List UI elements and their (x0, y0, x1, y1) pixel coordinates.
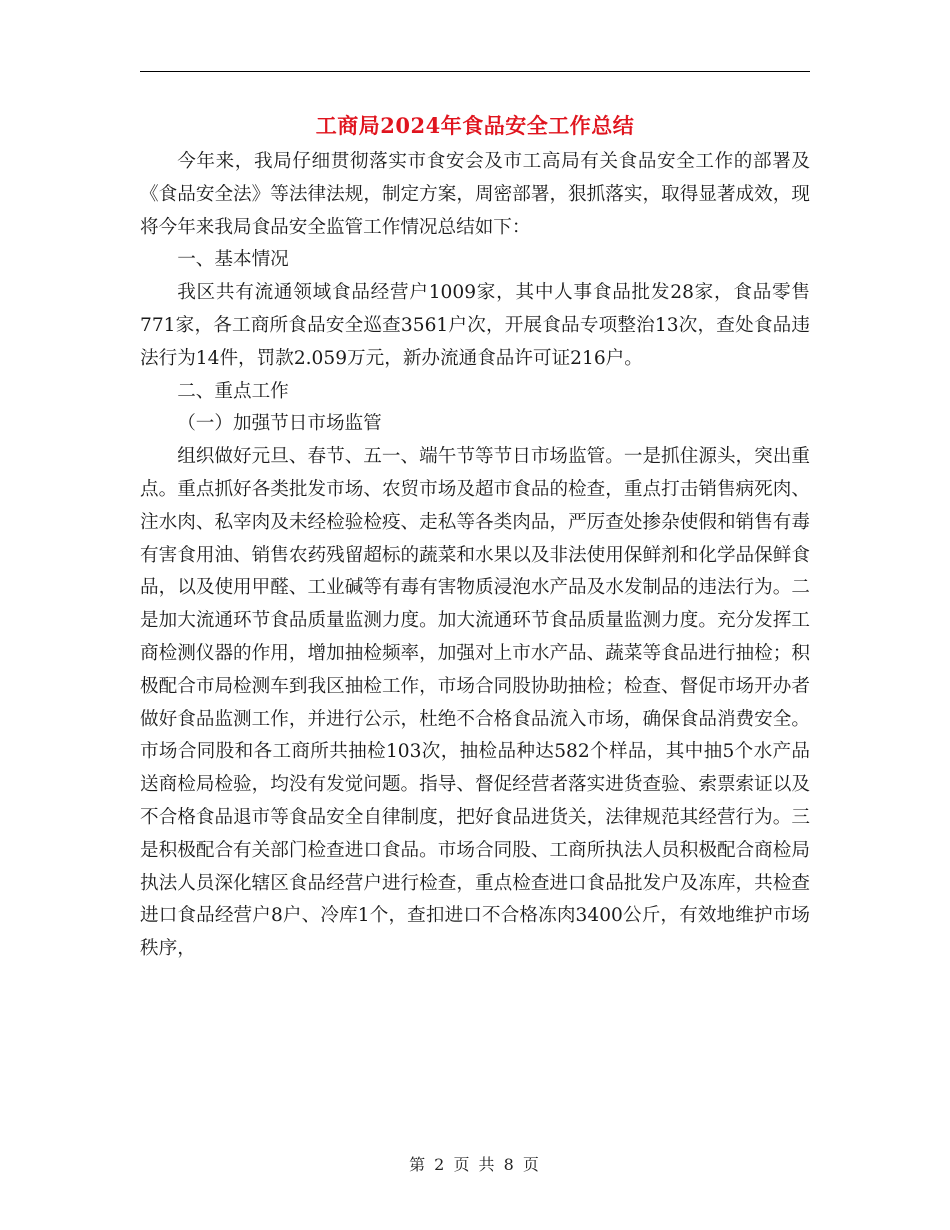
document-title: 工商局2024年食品安全工作总结 (315, 113, 635, 138)
document-body (140, 146, 810, 966)
subsection-heading-holiday: （一）加强节日市场监管 (177, 413, 382, 435)
section-heading-key-work: 二、重点工作 (177, 380, 289, 402)
page-number: 第 2 页 共 8 页 (409, 1155, 541, 1174)
holiday-supervision-paragraph: 组织做好元旦、春节、五一、端午节等节日市场监管。一是抓住源头，突出重点。重点抓好各类批发市场、农贸市场及超市食品的检查，重点打击销售病死肉、注水肉、私宰肉及未经检验检疫、走私等各类肉品，严厉查处掺杂使假和销售有毒有害食用油、销售农药残留超标的蔬菜和水果以及非法使用保鲜剂和化学品保鲜食品，以及使用甲醛、工业碱等有毒有害物质浸泡水产品及水发制品的违法行为。二是加大流通环节食品质量监测力度。加大流通环节食品质量监测力度。充分发挥工商检测仪器的作用，增加抽检频率，加强对上市水产品、蔬菜等食品进行抽检；积极配合市局检测车到我区抽检工作，市场合同股协助抽检；检查、督促市场开办者做好食品监测工作，并进行公示，杜绝不合格食品流入市场，确保食品消费安全。市场合同股和各工商所共抽检103次，抽检品种达582个样品，其中抽5个水产品送商检局检验，均没有发觉问题。指导、督促经营者落实进货查验、索票索证以及不合格食品退市等食品安全自律制度，把好食品进货关，法律规范其经营行为。三是积极配合有关部门检查进口食品。市场合同股、工商所执法人员积极配合商检局执法人员深化辖区食品经营户进行检查，重点检查进口食品批发户及冻库，共检查进口食品经营户8户、冷库1个，查扣进口不合格冻肉3400公斤，有效地维护市场秩序， (140, 446, 810, 960)
header-rule (140, 71, 810, 72)
section-heading-basic: 一、基本情况 (177, 249, 289, 271)
intro-paragraph: 今年来，我局仔细贯彻落实市食安会及市工高局有关食品安全工作的部署及《食品安全法》等法律法规，制定方案，周密部署，狠抓落实，取得显著成效，现将今年来我局食品安全监管工作情况总结如下： (140, 151, 810, 238)
basic-info-paragraph: 我区共有流通领域食品经营户1009家，其中人事食品批发28家，食品零售771家，各工商所食品安全巡查3561户次，开展食品专项整治13次，查处食品违法行为14件，罚款2.059万元，新办流通食品许可证216户。 (140, 282, 810, 369)
